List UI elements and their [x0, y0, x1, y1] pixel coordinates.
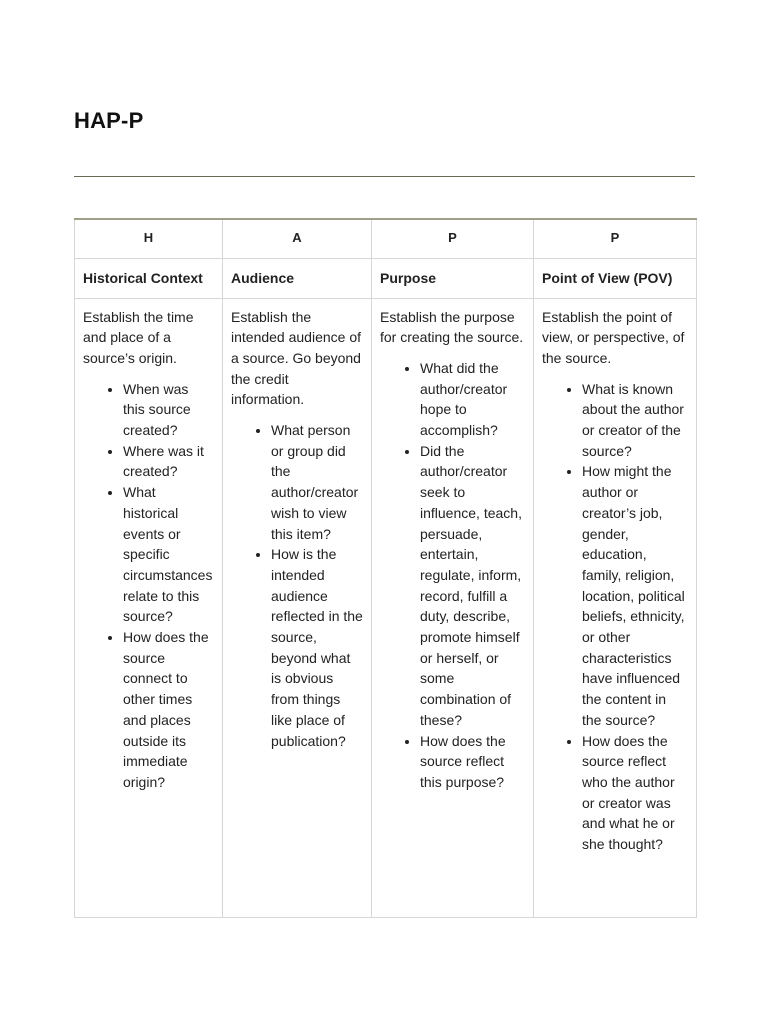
question-list [231, 420, 363, 751]
category-purpose: Purpose [372, 258, 534, 298]
category-historical-context: Historical Context [75, 258, 223, 298]
cell-purpose [372, 298, 534, 917]
question-item: • How does the source reflect who the author or creator was and what he or she thought? [582, 731, 688, 855]
question-item: • How might the author or creator’s job, gender, education, family, religion, location, political beliefs, ethnicity, or other characteristics have influenced the content in the source? [582, 461, 688, 730]
question-item: • What is known about the author or creator of the source? [582, 379, 688, 462]
question-item: • How does the source connect to other times and places outside its immediate origin? [123, 627, 214, 793]
question-item: • What person or group did the author/creator wish to view this item? [271, 420, 363, 544]
question-list [542, 379, 688, 855]
header-letter-h: H [75, 219, 223, 258]
header-letter-p-pov: P [534, 219, 697, 258]
page-title: HAP-P [74, 108, 144, 133]
question-list [380, 358, 525, 793]
header-letter-a: A [223, 219, 372, 258]
letter-row [75, 219, 697, 258]
category-point-of-view: Point of View (POV) [534, 258, 697, 298]
question-item: • How does the source reflect this purpose? [420, 731, 525, 793]
cell-intro: Establish the point of view, or perspective, of the source. [542, 308, 685, 366]
title-divider [74, 176, 695, 177]
header-letter-p-purpose: P [372, 219, 534, 258]
category-row [75, 258, 697, 298]
category-audience: Audience [223, 258, 372, 298]
cell-intro: Establish the time and place of a source’s origin. [83, 308, 194, 366]
question-item: • When was this source created? [123, 379, 214, 441]
cell-point-of-view [534, 298, 697, 917]
cell-historical-context [75, 298, 223, 917]
question-item: • Did the author/creator seek to influence, teach, persuade, entertain, regulate, inform, record, fulfill a duty, describe, promote himself or herself, or some combination of these? [420, 441, 525, 731]
question-item: • How is the intended audience reflected in the source, beyond what is obvious from things like place of publication? [271, 544, 363, 751]
description-row [75, 298, 697, 917]
cell-intro: Establish the intended audience of a source. Go beyond the credit information. [231, 308, 361, 408]
question-item: • What historical events or specific circumstances relate to this source? [123, 482, 214, 627]
happ-table [74, 218, 697, 918]
cell-intro: Establish the purpose for creating the source. [380, 308, 524, 346]
question-list [83, 379, 214, 793]
question-item: • What did the author/creator hope to accomplish? [420, 358, 525, 441]
question-item: • Where was it created? [123, 441, 214, 482]
cell-audience [223, 298, 372, 917]
